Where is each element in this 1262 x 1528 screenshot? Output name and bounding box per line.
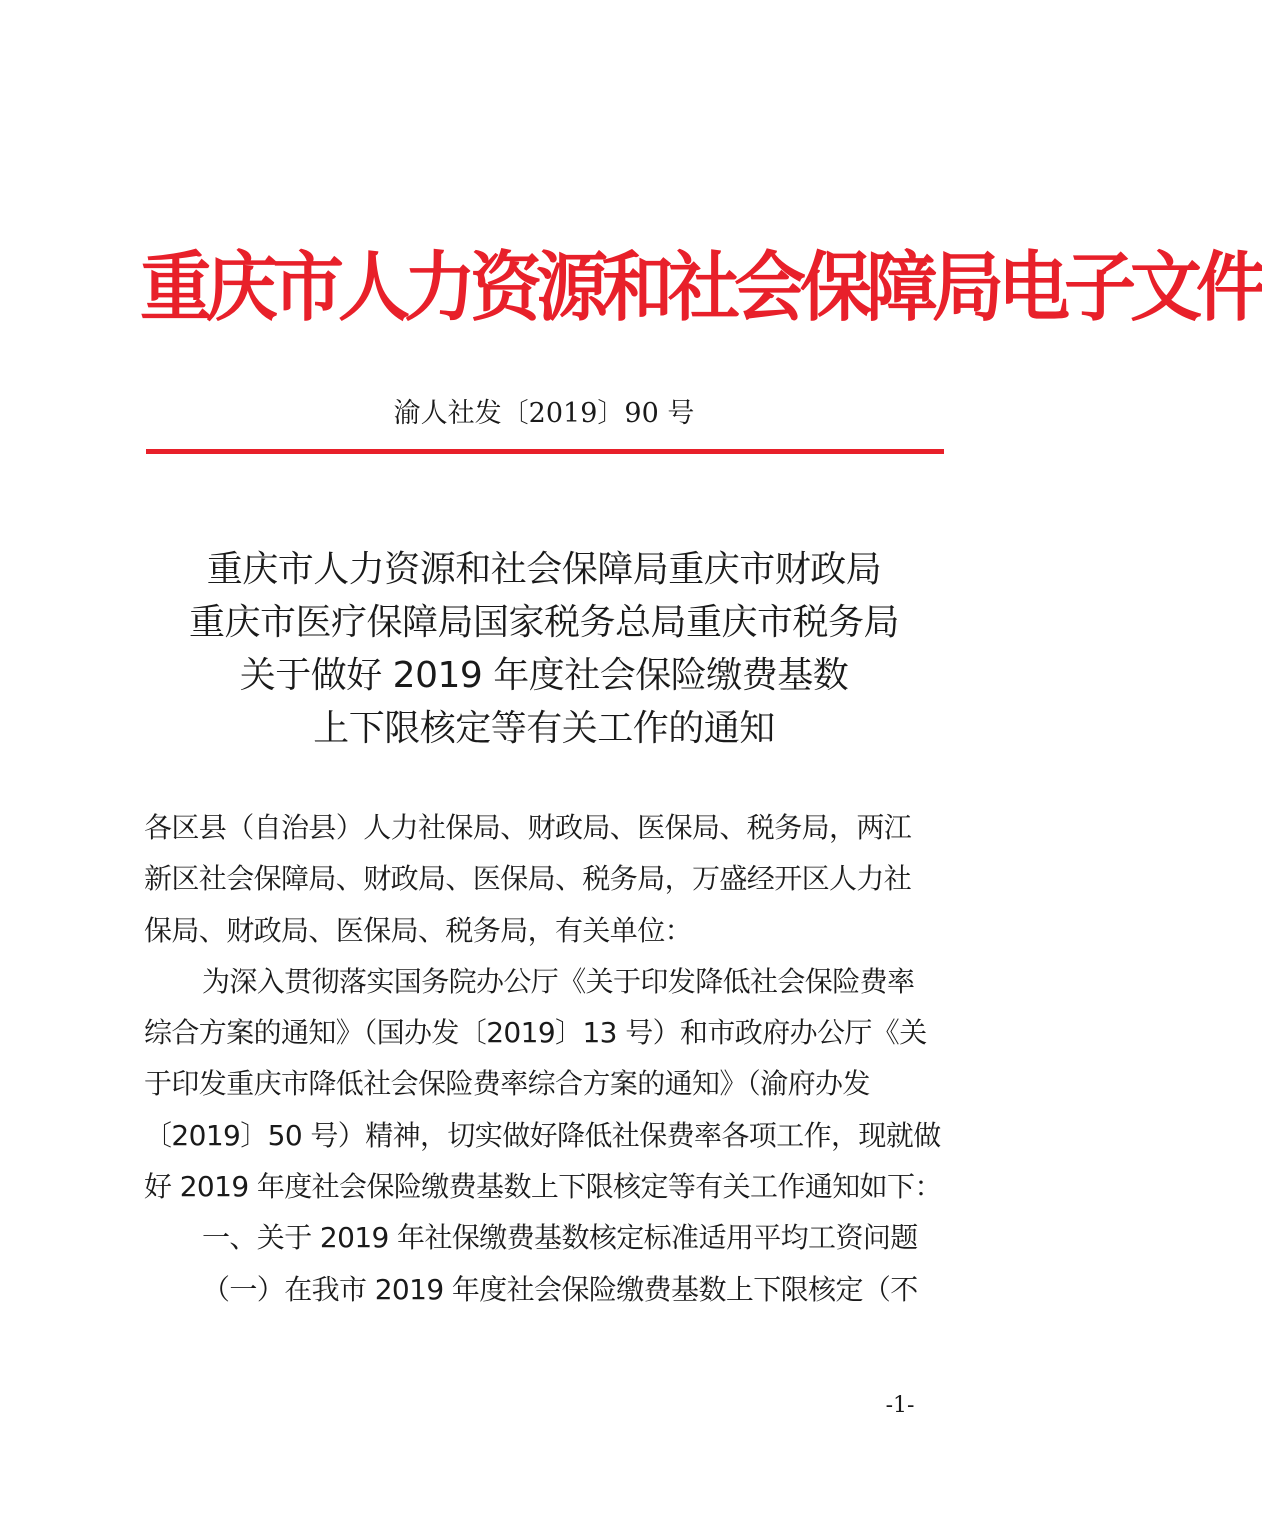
paragraph-line: 于印发重庆市降低社会保险费率综合方案的通知》（渝府办发 bbox=[144, 1067, 870, 1101]
section-heading: 一、关于 2019 年社保缴费基数核定标准适用平均工资问题 bbox=[202, 1221, 918, 1255]
title-line: 重庆市人力资源和社会保障局重庆市财政局 bbox=[206, 549, 882, 590]
page-number: -1- bbox=[885, 1393, 915, 1418]
title-line: 重庆市医疗保障局国家税务总局重庆市税务局 bbox=[188, 602, 899, 643]
paragraph-line: 为深入贯彻落实国务院办公厅《关于印发降低社会保险费率 bbox=[202, 964, 915, 998]
document-number: 渝人社发〔2019〕90 号 bbox=[393, 398, 695, 429]
paragraph-line: 好 2019 年度社会保险缴费基数上下限核定等有关工作通知如下： bbox=[144, 1170, 942, 1204]
red-separator-line bbox=[146, 449, 944, 454]
addressee-line: 各区县（自治县）人力社保局、财政局、医保局、税务局，两江 bbox=[144, 811, 912, 844]
masthead-title: 重庆市人力资源和社会保障局电子文件 bbox=[140, 242, 1262, 332]
notice-title bbox=[130, 543, 958, 755]
document-body bbox=[144, 802, 952, 1315]
paragraph-line: 综合方案的通知》（国办发〔2019〕13 号）和市政府办公厅《关 bbox=[144, 1016, 927, 1050]
subsection-line: （一）在我市 2019 年度社会保险缴费基数上下限核定（不 bbox=[202, 1272, 918, 1306]
title-line: 上下限核定等有关工作的通知 bbox=[313, 708, 775, 749]
addressee-line: 新区社会保障局、财政局、医保局、税务局，万盛经开区人力社 bbox=[144, 862, 912, 896]
addressee-line: 保局、财政局、医保局、税务局，有关单位： bbox=[144, 913, 693, 947]
title-line: 关于做好 2019 年度社会保险缴费基数 bbox=[239, 655, 849, 696]
paragraph-line: 〔2019〕50 号）精神，切实做好降低社保费率各项工作，现就做 bbox=[144, 1118, 941, 1152]
